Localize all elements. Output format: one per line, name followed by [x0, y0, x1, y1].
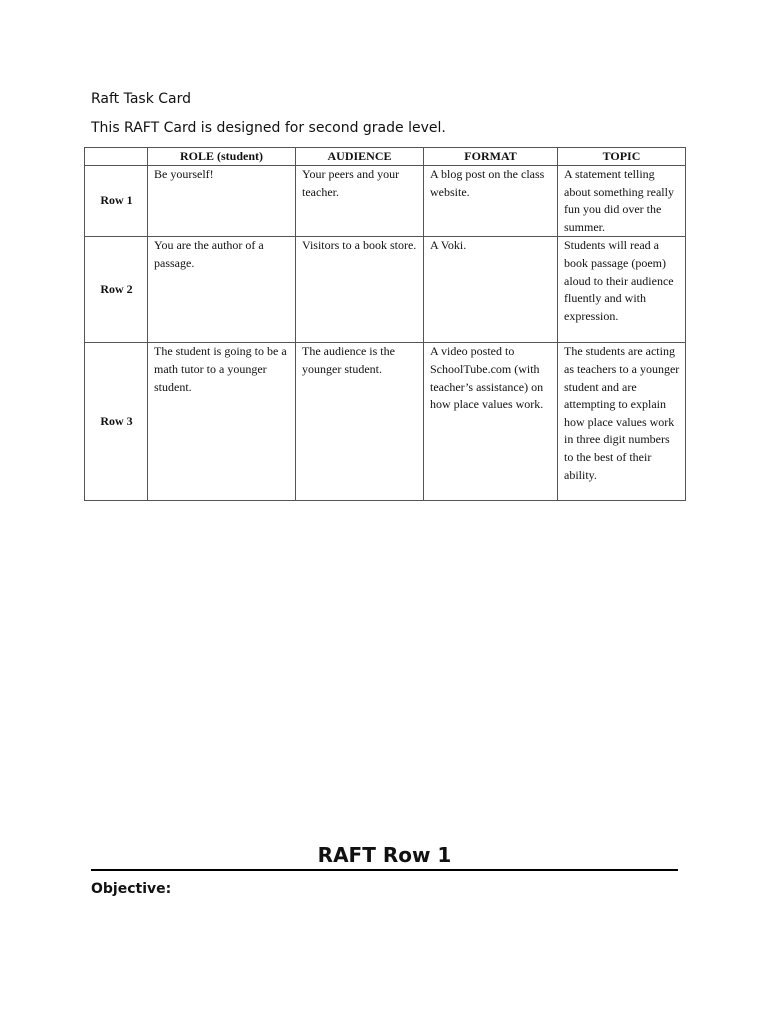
- role-cell: You are the author of a passage.: [148, 237, 296, 343]
- format-cell: A Voki.: [424, 237, 558, 343]
- row-label: Row 1: [85, 166, 148, 237]
- audience-cell: Visitors to a book store.: [296, 237, 424, 343]
- table-row: [85, 166, 686, 237]
- header-row: [85, 148, 686, 166]
- document-title: Raft Task Card: [91, 91, 192, 107]
- topic-cell: Students will read a book passage (poem) aloud to their audience fluently and with expression.: [558, 237, 686, 343]
- document-subtitle: This RAFT Card is designed for second grade level.: [91, 120, 446, 136]
- row-label: Row 3: [85, 343, 148, 501]
- topic-cell: The students are acting as teachers to a younger student and are attempting to explain how place values work in three digit numbers to the best of their ability.: [558, 343, 686, 501]
- topic-cell: A statement telling about something really fun you did over the summer.: [558, 166, 686, 237]
- role-cell: Be yourself!: [148, 166, 296, 237]
- table-row: [85, 343, 686, 501]
- audience-cell: The audience is the younger student.: [296, 343, 424, 501]
- raft-table: [84, 147, 686, 501]
- header-cell-topic: TOPIC: [558, 148, 686, 166]
- header-cell-corner: [85, 148, 148, 166]
- header-cell-format: FORMAT: [424, 148, 558, 166]
- table-row: [85, 237, 686, 343]
- format-cell: A video posted to SchoolTube.com (with teacher’s assistance) on how place values work.: [424, 343, 558, 501]
- section-divider: [91, 869, 678, 871]
- row-label: Row 2: [85, 237, 148, 343]
- header-cell-role: ROLE (student): [148, 148, 296, 166]
- objective-label: Objective:: [91, 881, 172, 897]
- audience-cell: Your peers and your teacher.: [296, 166, 424, 237]
- section-heading: RAFT Row 1: [317, 843, 452, 867]
- header-cell-audience: AUDIENCE: [296, 148, 424, 166]
- format-cell: A blog post on the class website.: [424, 166, 558, 237]
- role-cell: The student is going to be a math tutor to a younger student.: [148, 343, 296, 501]
